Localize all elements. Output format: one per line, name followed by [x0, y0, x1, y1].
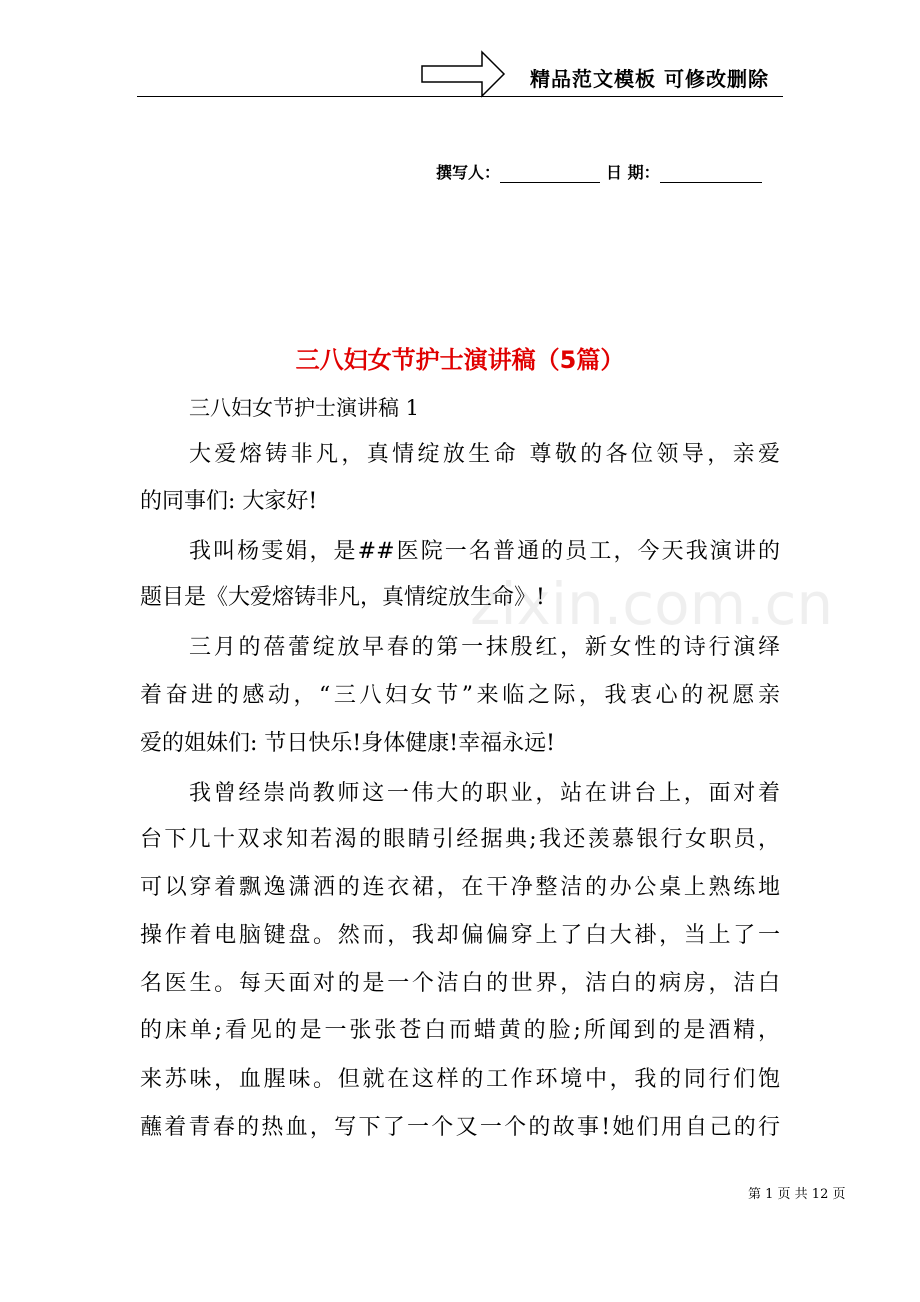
author-date-line [436, 160, 762, 183]
body-line: 着奋进的感动，“三八妇女节”来临之际，我衷心的祝愿亲 [140, 683, 780, 708]
page-number: 第 1 页 共 12 页 [748, 1187, 846, 1202]
body-line: 台下几十双求知若渴的眼睛引经据典;我还羡慕银行女职员， [140, 827, 780, 852]
body-line: 题目是《大爱熔铸非凡，真情绽放生命》! [140, 585, 545, 610]
author-blank [500, 162, 600, 183]
body-line: 我叫杨雯娟，是##医院一名普通的员工，今天我演讲的 [189, 539, 780, 564]
body-line: 名医生。每天面对的是一个洁白的世界，洁白的病房，洁白 [140, 971, 780, 996]
section-heading: 三八妇女节护士演讲稿 1 [189, 396, 420, 420]
header-label: 精品范文模板 可修改删除 [530, 67, 769, 91]
author-label: 撰写人： [436, 163, 501, 182]
document-title: 三八妇女节护士演讲稿（5篇） [295, 346, 625, 374]
body-line: 大爱熔铸非凡，真情绽放生命 尊敬的各位领导，亲爱 [189, 442, 780, 467]
date-blank [660, 162, 762, 183]
body-line: 爱的姐妹们: 节日快乐!身体健康!幸福永远! [140, 731, 555, 756]
body-line: 来苏味，血腥味。但就在这样的工作环境中，我的同行们饱 [140, 1067, 780, 1092]
body-line: 可以穿着飘逸潇洒的连衣裙，在干净整洁的办公桌上熟练地 [140, 875, 780, 900]
body-line: 蘸着青春的热血，写下了一个又一个的故事!她们用自己的行 [140, 1115, 780, 1140]
watermark: zixin.com.cn [470, 570, 834, 638]
date-label: 日 期： [606, 163, 660, 182]
body-line: 我曾经崇尚教师这一伟大的职业，站在讲台上，面对着 [189, 781, 780, 806]
body-line: 的同事们: 大家好! [140, 489, 318, 514]
body-line: 操作着电脑键盘。然而，我却偏偏穿上了白大褂，当上了一 [140, 923, 780, 948]
arrow-icon [420, 50, 506, 98]
body-line: 的床单;看见的是一张张苍白而蜡黄的脸;所闻到的是酒精， [140, 1018, 780, 1043]
header-divider [137, 96, 783, 97]
body-line: 三月的蓓蕾绽放早春的第一抹殷红，新女性的诗行演绎 [189, 635, 780, 660]
